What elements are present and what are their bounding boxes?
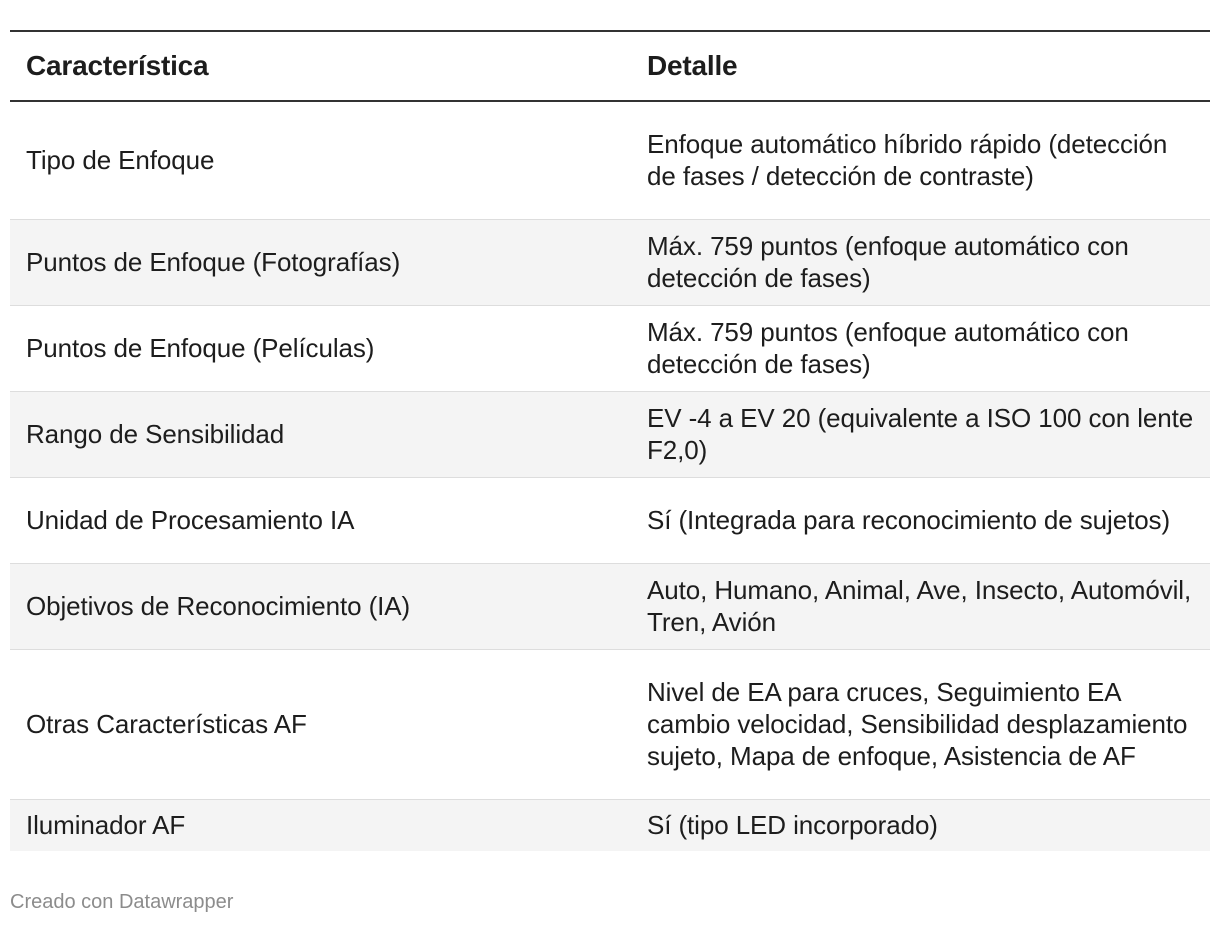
table-row	[10, 391, 1210, 477]
column-header-caracteristica[interactable]: Característica	[26, 50, 209, 81]
row-feature-cell: Puntos de Enfoque (Fotografías)	[26, 247, 401, 277]
row-feature-cell: Objetivos de Reconocimiento (IA)	[26, 591, 411, 621]
data-table-container	[10, 30, 1210, 851]
row-feature-cell: Tipo de Enfoque	[26, 145, 215, 176]
row-detail-cell: Sí (tipo LED incorporado)	[647, 810, 938, 841]
row-detail-cell: Nivel de EA para cruces, Seguimiento EA cambio velocidad, Sensibilidad desplazamiento sujeto, Mapa de enfoque, Asistencia de AF	[647, 677, 1188, 771]
table-row	[10, 799, 1210, 851]
table-row	[10, 219, 1210, 305]
table-row	[10, 649, 1210, 799]
table-row	[10, 305, 1210, 391]
row-detail-cell: EV -4 a EV 20 (equivalente a ISO 100 con lente F2,0)	[647, 403, 1194, 465]
table-row	[10, 477, 1210, 563]
table-row	[10, 563, 1210, 649]
table-row	[10, 101, 1210, 219]
row-detail-cell: Máx. 759 puntos (enfoque automático con detección de fases)	[647, 317, 1129, 379]
row-feature-cell: Unidad de Procesamiento IA	[26, 505, 355, 535]
datawrapper-credit[interactable]: Creado con Datawrapper	[10, 891, 234, 913]
row-feature-cell: Otras Características AF	[26, 709, 307, 739]
row-detail-cell: Enfoque automático híbrido rápido (detección de fases / detección de contraste)	[647, 129, 1168, 192]
column-header-detalle[interactable]: Detalle	[647, 50, 738, 81]
specs-table	[10, 30, 1210, 851]
table-header-row	[10, 31, 1210, 101]
row-detail-cell: Máx. 759 puntos (enfoque automático con detección de fases)	[647, 231, 1129, 293]
row-detail-cell: Sí (Integrada para reconocimiento de sujetos)	[647, 505, 1171, 535]
row-detail-cell: Auto, Humano, Animal, Ave, Insecto, Automóvil, Tren, Avión	[647, 575, 1192, 637]
row-feature-cell: Iluminador AF	[26, 810, 186, 841]
row-feature-cell: Rango de Sensibilidad	[26, 419, 285, 449]
row-feature-cell: Puntos de Enfoque (Películas)	[26, 333, 375, 363]
